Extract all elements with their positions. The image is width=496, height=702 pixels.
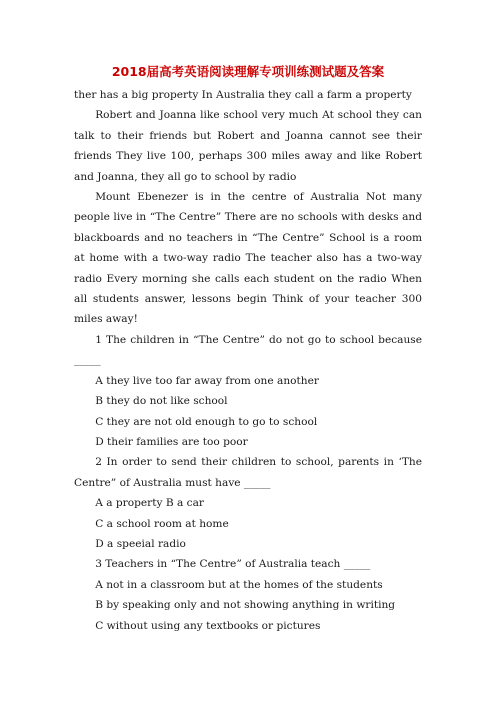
question-2-option-d: D a speeial radio — [95, 537, 186, 550]
question-2: 2 In order to send their children to school, parents in ‘The Centre” of Australia must have _____ — [74, 456, 422, 489]
question-2-option-c: C a school room at home — [95, 517, 229, 530]
document-body — [74, 85, 422, 636]
question-3-option-a: A not in a classroom but at the homes of the students — [95, 578, 383, 591]
paragraph-centre: Mount Ebenezer is in the centre of Australia Not many people live in “The Centre” There are no schools with desks and blackboards and no teachers in “The Centre” School is a room at home with a two-way radio The teacher also has a two-way radio Every morning she calls each student on the radio When all students answer, lessons begin Think of your teacher 300 miles away! — [74, 191, 422, 326]
document-title: 2018届高考英语阅读理解专项训练测试题及答案 — [111, 64, 385, 79]
question-1: 1 The children in “The Centre” do not go to school because _____ — [74, 333, 422, 367]
question-1-option-d: D their families are too poor — [95, 435, 248, 448]
question-1-option-c: C they are not old enough to go to school — [95, 415, 318, 428]
question-3-option-b: B by speaking only and not showing anything in writing — [95, 599, 396, 612]
question-3-option-c: C without using any textbooks or pictures — [95, 619, 321, 632]
question-3: 3 Teachers in “The Centre” of Australia teach _____ — [95, 558, 371, 571]
question-1-option-a: A they live too far away from one another — [95, 374, 319, 387]
paragraph-school: Robert and Joanna like school very much At school they can talk to their friends but Robert and Joanna cannot see their friends They live 100, perhaps 300 miles away and like Robert and Joanna, they all go to school by radio — [74, 109, 422, 183]
paragraph-intro: ther has a big property In Australia they call a farm a property — [74, 89, 412, 101]
question-2-option-ab: A a property B a car — [95, 497, 204, 510]
question-1-option-b: B they do not like school — [95, 395, 228, 408]
